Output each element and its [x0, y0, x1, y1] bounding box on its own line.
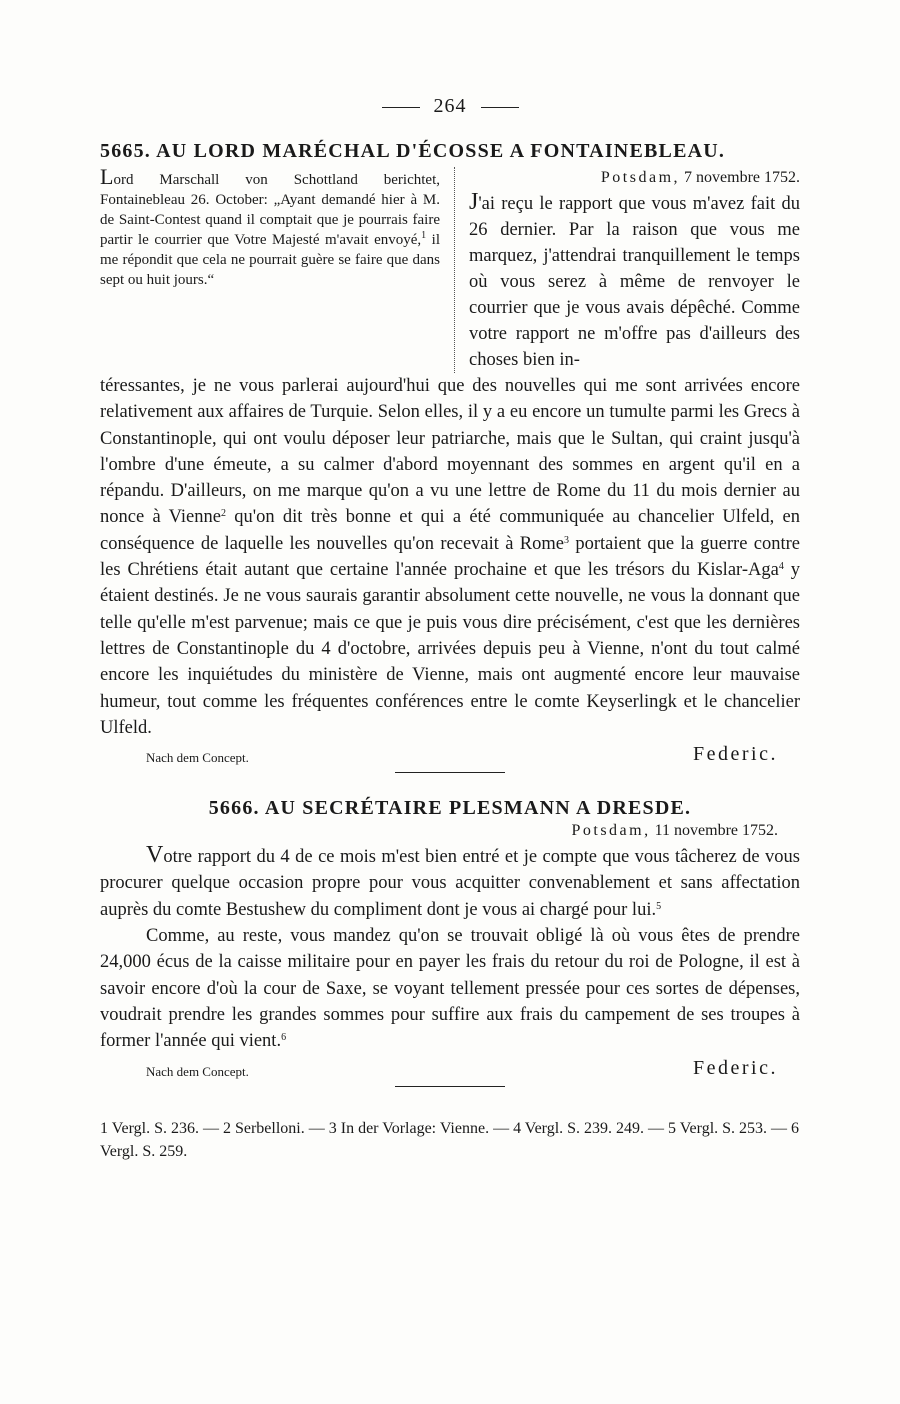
section-rule	[395, 772, 505, 773]
footnote-ref-2: 2	[220, 508, 226, 520]
body-initial: J	[469, 189, 479, 215]
page-number-line	[100, 95, 800, 118]
letter-5665-top	[100, 164, 800, 373]
letter-5666-paragraph-1	[100, 842, 800, 923]
letter-5665-body	[100, 373, 800, 741]
letter-5665-heading: 5665. AU LORD MARÉCHAL D'ÉCOSSE A FONTAINEBLEAU.	[100, 140, 726, 162]
letter-5666-heading: 5666. AU SECRÉTAIRE PLESMANN A DRESDE.	[208, 797, 692, 820]
page-number-dash-left	[382, 107, 420, 108]
dateline-place: Potsdam,	[600, 169, 681, 186]
body-text-2: qu'on dit très bonne et qui a été communiquée au chancelier Ulfeld, en conséquence de laquelle les nouvelles qu'on recevait à Rome	[100, 507, 800, 554]
dateline-date: 7 novembre 1752.	[680, 169, 800, 186]
dateline-place: Potsdam,	[571, 822, 651, 840]
letter-5665-summary	[100, 164, 454, 373]
paragraph-initial: V	[146, 842, 164, 869]
summary-initial: L	[100, 164, 114, 189]
footnotes: 1 Vergl. S. 236. — 2 Serbelloni. — 3 In der Vorlage: Vienne. — 4 Vergl. S. 239. 249. — 5 Vergl. S. 253. — 6 Vergl. S. 259.	[100, 1119, 800, 1160]
footnote-ref-4: 4	[778, 561, 784, 573]
letter-5665-source: Nach dem Concept.	[146, 750, 249, 766]
footnote-ref-3: 3	[563, 534, 569, 546]
dateline-date: 11 novembre 1752.	[650, 822, 778, 840]
letter-5665-body-column	[469, 189, 800, 373]
letter-5665-signature: Federic.	[693, 743, 778, 766]
letter-5666-paragraph-2	[100, 923, 800, 1054]
letter-5665-closing	[100, 743, 800, 766]
letter-5666-signature: Federic.	[693, 1056, 778, 1079]
page-number: 264	[433, 95, 467, 117]
footnote-ref-5: 5	[656, 900, 662, 912]
body-text-1: téressantes, je ne vous parlerai aujourd'hui que des nouvelles qui me sont arrivées encore relativement aux affaires de Turquie. Selon elles, il y a eu encore un tumulte parmi les Grecs à Constantinople, qui ont voulu déposer leur patriarche, mais que le Sultan, qui craint jusqu'à l'ombre d'une émeute, a su calmer d'abord moyennant des sommes en argent qu'il en a répandu. D'ailleurs, on me marque qu'on a vu une lettre de Rome du 11 du mois dernier au nonce à Vienne	[100, 376, 800, 528]
footnote-ref-6: 6	[281, 1032, 287, 1044]
footnote-ref-1: 1	[421, 230, 427, 241]
letter-5665-dateline	[469, 167, 800, 189]
page-number-dash-right	[481, 107, 519, 108]
letter-5666-source: Nach dem Concept.	[146, 1063, 249, 1079]
paragraph-2-text: Comme, au reste, vous mandez qu'on se trouvait obligé là où vous êtes de prendre 24,000 écus de la caisse militaire pour en payer les frais du retour du roi de Pologne, il est à savoir encore d'où la cour de Saxe, se voyant tellement pressée pour ces sortes de dépenses, voudrait prendre les grandes sommes pour suffire aux frais du campement de ses troupes à former l'année qui vient.	[100, 926, 800, 1052]
letter-5665-opening	[469, 167, 800, 373]
letter-5666-closing	[100, 1057, 800, 1080]
letter-5666-dateline	[100, 820, 800, 842]
column-divider	[454, 167, 455, 373]
paragraph-1-text: otre rapport du 4 de ce mois m'est bien entré et je compte que vous tâcherez de vous procurer quelque occasion propre pour vous acquitter convenablement et sans affectation auprès du comte Bestushew du compliment dont je vous ai chargé pour lui.	[100, 847, 800, 920]
summary-text: ord Marschall von Schottland berichtet, Fontainebleau 26. October: „Ayant demandé hier à M. de Saint-Contest quand il comptait que je pourrais faire partir le courrier que Votre Majesté m'avait envoyé,	[100, 172, 440, 248]
body-column-text: 'ai reçu le rapport que vous m'avez fait du 26 dernier. Par la raison que vous me marquez, j'attendrai tranquillement le temps où vous serez à même de renvoyer le courrier que je vous avais dépêché. Comme votre rapport ne m'offre pas d'ailleurs des choses bien in-	[469, 194, 800, 370]
body-text-3: portaient que la guerre contre les Chrétiens était autant que certaine l'année prochaine et que les trésors du Kislar-Aga	[100, 533, 800, 581]
summary-text-end: il me répondit que cela ne pourrait guère se faire que dans sept ou huit jours.“	[100, 232, 441, 288]
footnote-rule	[395, 1086, 505, 1087]
body-text-4: y étaient destinés. Je ne vous saurais garantir absolument cette nouvelle, ne vous la donnant que telle qu'elle m'est parvenue; mais ce que je puis vous dire précisément, c'est que les dernières lettres de Constantinople du 4 d'octobre, arrivées depuis peu à Vienne, n'ont du tout calmé encore les inquiétudes du ministère de Vienne, mais ont augmenté encore leur mauvaise humeur, tout comme les fréquentes conférences entre le comte Keyserlingk et le chancelier Ulfeld.	[100, 560, 801, 738]
document-page	[100, 95, 800, 1163]
